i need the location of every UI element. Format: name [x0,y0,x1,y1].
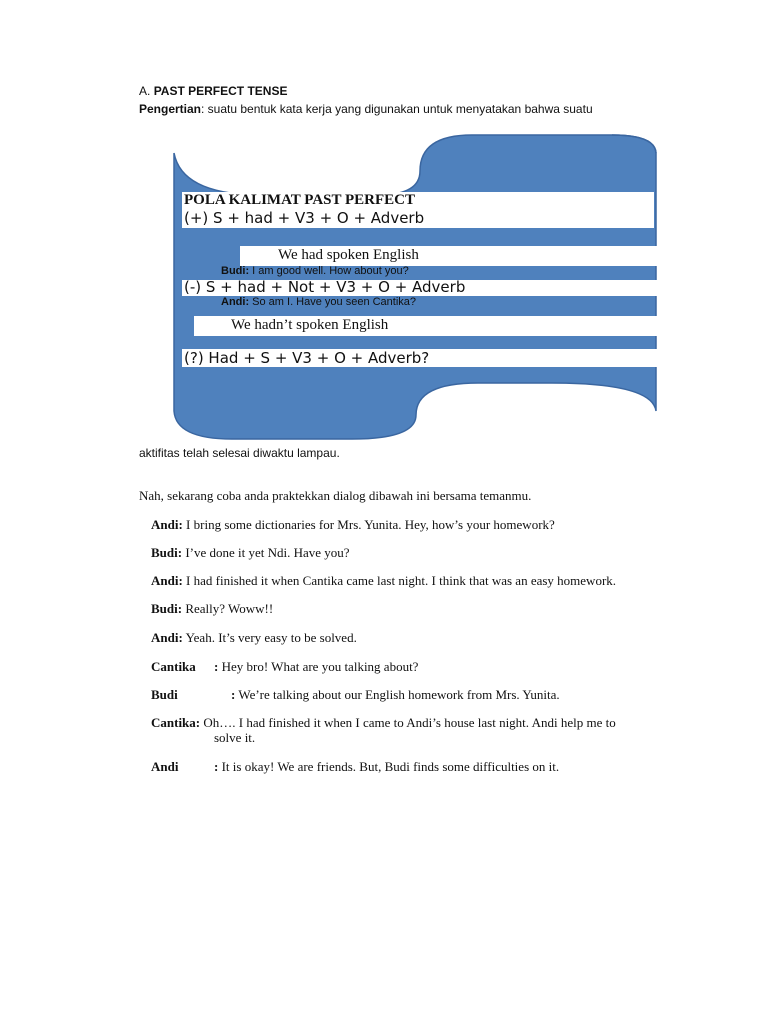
overlay-budi-text: I am good well. How about you? [249,265,409,277]
dialog-line [151,517,555,533]
overlay-budi-speaker: Budi: [221,265,250,277]
definition-line [139,102,593,116]
dialog-line [151,601,273,617]
question-formula: (?) Had + S + V3 + O + Adverb? [184,349,430,367]
section-letter: A. [139,84,151,98]
dialog-speaker: Andi [151,759,179,774]
dialog-intro: Nah, sekarang coba anda praktekkan dialog dibawah ini bersama temanmu. [139,488,532,503]
negative-example: We hadn’t spoken English [231,317,389,333]
dialog-text: I had finished it when Cantika came last night. I think that was an easy homework. [182,573,617,588]
dialog-colon: : [231,687,236,702]
dialog-speaker: Andi: [151,517,183,532]
dialog-speaker: Andi: [151,630,183,645]
scroll-banner [172,133,660,445]
dialog-speaker: Budi: [151,545,183,560]
dialog-line [151,545,350,561]
dialog-text: Yeah. It’s very easy to be solved. [182,630,357,645]
dialog-text: Really? Woww!! [182,601,274,616]
positive-formula: (+) S + had + V3 + O + Adverb [184,209,425,227]
dialog-speaker: Budi: [151,601,183,616]
dialog-text: Hey bro! What are you talking about? [218,659,419,674]
dialog-text: I bring some dictionaries for Mrs. Yunita. Hey, how’s your homework? [182,517,555,532]
definition-text: : suatu bentuk kata kerja yang digunakan untuk menyatakan bahwa suatu [201,102,593,116]
banner-title: POLA KALIMAT PAST PERFECT [184,192,416,208]
dialog-line [151,759,559,775]
negative-formula: (-) S + had + Not + V3 + O + Adverb [184,278,466,296]
overlay-andi-speaker: Andi: [221,296,250,308]
positive-example: We had spoken English [278,247,419,263]
dialog-line [151,573,616,589]
definition-continuation: aktifitas telah selesai diwaktu lampau. [139,446,340,460]
dialog-speaker: Cantika [151,659,196,674]
dialog-colon: : [214,659,219,674]
overlay-andi-line [221,296,416,308]
dialog-line [151,659,418,675]
dialog-text: It is okay! We are friends. But, Budi finds some difficulties on it. [218,759,560,774]
dialog-speaker: Budi [151,687,178,702]
definition-label: Pengertian [139,102,202,116]
overlay-budi-line [221,265,409,277]
dialog-colon: : [214,759,219,774]
dialog-text: We’re talking about our English homework from Mrs. Yunita. [235,687,560,702]
dialog-text: Oh…. I had finished it when I came to Andi’s house last night. Andi help me to [200,715,616,730]
section-heading [139,84,287,98]
overlay-andi-text: So am I. Have you seen Cantika? [249,296,417,308]
section-title: PAST PERFECT TENSE [153,84,288,98]
dialog-line-continuation: solve it. [214,730,256,745]
dialog-text: I’ve done it yet Ndi. Have you? [182,545,350,560]
dialog-line [151,630,357,646]
dialog-line [151,715,616,731]
dialog-speaker: Cantika: [151,715,201,730]
dialog-line [151,687,560,703]
dialog-speaker: Andi: [151,573,183,588]
